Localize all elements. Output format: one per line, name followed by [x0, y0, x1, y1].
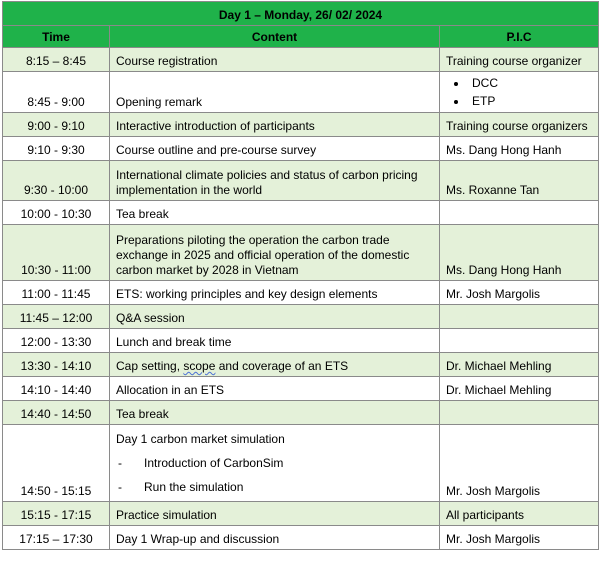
row-content: Opening remark [110, 72, 440, 113]
pic-bullet-list [446, 74, 592, 110]
title-row [3, 2, 599, 26]
dash-marker: - [118, 480, 122, 494]
day-title: Day 1 – Monday, 26/ 02/ 2024 [3, 2, 599, 26]
table-row [3, 305, 599, 329]
dash-list-item [116, 475, 433, 499]
row-pic [440, 329, 599, 353]
row-content: Course outline and pre-course survey [110, 137, 440, 161]
row-time: 13:30 - 14:10 [3, 353, 110, 377]
row-time: 10:30 - 11:00 [3, 225, 110, 281]
table-row [3, 425, 599, 502]
header-time: Time [3, 26, 110, 48]
table-row [3, 161, 599, 201]
row-pic: Mr. Josh Margolis [440, 425, 599, 502]
row-content: ETS: working principles and key design elements [110, 281, 440, 305]
row-content [110, 425, 440, 502]
row-time: 17:15 – 17:30 [3, 526, 110, 550]
row-pic: Mr. Josh Margolis [440, 526, 599, 550]
row-pic: Dr. Michael Mehling [440, 353, 599, 377]
row-pic: Ms. Dang Hong Hanh [440, 137, 599, 161]
table-row [3, 353, 599, 377]
table-row [3, 281, 599, 305]
table-row [3, 137, 599, 161]
table-row [3, 401, 599, 425]
header-pic: P.I.C [440, 26, 599, 48]
row-pic [440, 305, 599, 329]
row-time: 9:00 - 9:10 [3, 113, 110, 137]
row-pic: Training course organizer [440, 48, 599, 72]
row-pic: Dr. Michael Mehling [440, 377, 599, 401]
row-content: Lunch and break time [110, 329, 440, 353]
dash-item-text: Run the simulation [144, 480, 244, 494]
row-content: Q&A session [110, 305, 440, 329]
row-time: 9:30 - 10:00 [3, 161, 110, 201]
content-text: Day 1 carbon market simulation [116, 432, 285, 446]
row-content [110, 353, 440, 377]
table-row [3, 113, 599, 137]
row-pic [440, 72, 599, 113]
row-content: Tea break [110, 401, 440, 425]
header-row [3, 26, 599, 48]
row-time: 11:45 – 12:00 [3, 305, 110, 329]
header-content: Content [110, 26, 440, 48]
dash-list-item [116, 451, 433, 475]
row-pic: Ms. Dang Hong Hanh [440, 225, 599, 281]
row-content: Course registration [110, 48, 440, 72]
table-row [3, 526, 599, 550]
pic-bullet-item: • ETP [468, 92, 592, 110]
row-time: 10:00 - 10:30 [3, 201, 110, 225]
row-content: Allocation in an ETS [110, 377, 440, 401]
row-time: 11:00 - 11:45 [3, 281, 110, 305]
row-content: Tea break [110, 201, 440, 225]
row-content: Preparations piloting the operation the carbon trade exchange in 2025 and official operation of the domestic carbon market by 2028 in Vietnam [110, 225, 440, 281]
content-text: and coverage of an ETS [215, 359, 349, 373]
row-time: 12:00 - 13:30 [3, 329, 110, 353]
table-row [3, 329, 599, 353]
row-pic: Training course organizers [440, 113, 599, 137]
dash-item-text: Introduction of CarbonSim [144, 456, 284, 470]
table-row [3, 72, 599, 113]
row-time: 14:10 - 14:40 [3, 377, 110, 401]
table-row [3, 48, 599, 72]
row-time: 14:50 - 15:15 [3, 425, 110, 502]
row-time: 8:45 - 9:00 [3, 72, 110, 113]
row-time: 8:15 – 8:45 [3, 48, 110, 72]
pic-bullet-item: • DCC [468, 74, 592, 92]
row-time: 15:15 - 17:15 [3, 502, 110, 526]
row-content: Interactive introduction of participants [110, 113, 440, 137]
row-pic: Mr. Josh Margolis [440, 281, 599, 305]
content-dash-list [116, 451, 433, 499]
spellcheck-underlined-word: scope [183, 359, 216, 373]
row-content: Practice simulation [110, 502, 440, 526]
row-pic [440, 201, 599, 225]
table-row [3, 377, 599, 401]
row-time: 14:40 - 14:50 [3, 401, 110, 425]
table-row [3, 502, 599, 526]
content-text: Cap setting, [116, 359, 184, 373]
table-row [3, 201, 599, 225]
row-content: International climate policies and status of carbon pricing implementation in the world [110, 161, 440, 201]
row-pic: Ms. Roxanne Tan [440, 161, 599, 201]
row-time: 9:10 - 9:30 [3, 137, 110, 161]
row-content: Day 1 Wrap-up and discussion [110, 526, 440, 550]
agenda-table [2, 1, 599, 550]
dash-marker: - [118, 456, 122, 470]
table-row [3, 225, 599, 281]
row-pic [440, 401, 599, 425]
row-pic: All participants [440, 502, 599, 526]
